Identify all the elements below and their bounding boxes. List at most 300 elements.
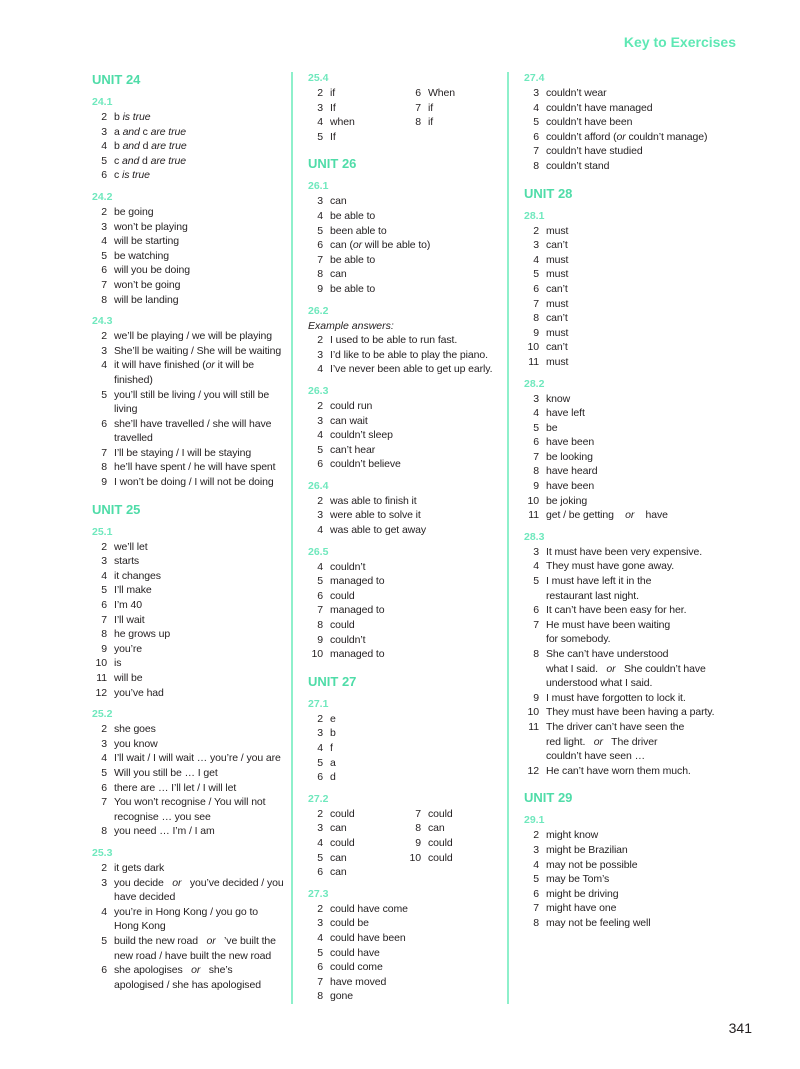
answer-text: couldn’t sleep (330, 429, 393, 442)
exercise-number: 24.2 (92, 190, 113, 203)
answer-text: gone (330, 990, 353, 1003)
answer-text: we’ll be playing / we will be playing (114, 330, 272, 343)
answer-item (524, 421, 734, 436)
answer-number: 9 (533, 326, 539, 339)
answer-item (308, 902, 504, 917)
exercise-section (308, 698, 504, 785)
answer-number: 5 (101, 584, 107, 597)
answer-item (308, 443, 504, 458)
answer-subcolumn (308, 807, 406, 880)
answer-number: 8 (533, 312, 539, 325)
answer-item (308, 130, 406, 145)
answer-text: if (428, 101, 434, 114)
answer-subcolumn (406, 86, 504, 144)
answer-text: there are … I’ll let / I will let (114, 781, 237, 794)
answer-text: you know (114, 737, 158, 750)
answer-text: must (546, 224, 569, 237)
exercise-section (92, 526, 284, 701)
answer-item (92, 249, 284, 264)
answer-item (92, 824, 284, 839)
answer-number: 3 (317, 348, 323, 361)
answer-text: must (546, 326, 569, 339)
answer-number: 3 (533, 843, 539, 856)
answer-item (308, 86, 406, 101)
answer-item (524, 574, 734, 603)
answer-item (92, 795, 284, 824)
exercise-section (92, 708, 284, 839)
answer-text: It can’t have been easy for her. (546, 604, 687, 617)
answer-item (308, 209, 504, 224)
answer-item (308, 399, 504, 414)
answer-item (524, 559, 734, 574)
answer-item (406, 807, 504, 822)
answer-text: be looking (546, 450, 593, 463)
answer-item (308, 101, 406, 116)
answer-number: 3 (101, 876, 107, 889)
answer-text: can’t hear (330, 443, 376, 456)
answer-item (524, 494, 734, 509)
answer-text: b is true (114, 111, 151, 123)
answer-text: I’ll make (114, 584, 152, 597)
answer-text: have been (546, 436, 595, 449)
exercise-section (92, 847, 284, 992)
answer-text: could have been (330, 931, 406, 944)
answer-text: been able to (330, 224, 387, 237)
answer-item (308, 414, 504, 429)
answer-text: You won’t recognise / You will not recognise … you see (114, 796, 266, 823)
answer-item (308, 931, 504, 946)
answer-item (524, 282, 734, 297)
answer-text: he grows up (114, 628, 171, 641)
answer-text: couldn’t wear (546, 87, 607, 99)
unit-title: UNIT 26 (308, 156, 357, 172)
answer-item (406, 101, 504, 116)
answer-item (92, 344, 284, 359)
answer-item (308, 523, 504, 538)
exercise-number: 25.3 (92, 846, 113, 859)
answer-text: when (330, 116, 355, 129)
answer-item (92, 446, 284, 461)
answer-number: 5 (101, 934, 107, 947)
answer-text: managed to (330, 604, 385, 617)
answer-number: 8 (101, 293, 107, 306)
answer-text: she’ll have travelled / she will have travelled (114, 417, 272, 445)
answer-number: 6 (317, 239, 323, 252)
answer-number: 9 (101, 642, 107, 655)
answer-text: can’t (546, 239, 568, 252)
answer-text: can’t (546, 282, 568, 295)
exercise-section (92, 96, 284, 183)
exercise-number: 25.4 (308, 72, 329, 84)
answer-number: 12 (527, 764, 539, 777)
exercise-number: 27.4 (524, 72, 545, 84)
answer-number: 2 (101, 540, 107, 553)
answer-number: 8 (101, 628, 107, 641)
answer-item (406, 821, 504, 836)
answer-grid (308, 807, 504, 880)
exercise-section (308, 180, 504, 296)
answer-number: 6 (533, 436, 539, 449)
answer-number: 7 (317, 253, 323, 266)
exercise-number: 26.3 (308, 384, 329, 397)
answer-number: 5 (101, 154, 107, 167)
answer-item (524, 267, 734, 282)
answer-number: 5 (317, 443, 323, 456)
unit-title: UNIT 24 (92, 72, 141, 87)
answer-number: 4 (533, 858, 539, 871)
answer-item (524, 464, 734, 479)
answer-item (92, 963, 284, 992)
answer-text: it gets dark (114, 861, 165, 874)
running-header: Key to Exercises (623, 34, 736, 50)
answer-number: 7 (415, 101, 421, 114)
answer-text: you’ll still be living / you will still be living (114, 388, 270, 416)
answer-text: could (428, 836, 453, 849)
exercise-number: 28.2 (524, 377, 545, 390)
answer-item (92, 168, 284, 183)
answer-text: could (428, 807, 453, 820)
answer-number: 6 (533, 130, 539, 143)
answer-item (308, 282, 504, 297)
answer-text: if (428, 116, 434, 129)
answer-number: 8 (533, 159, 539, 172)
answer-number: 4 (101, 569, 107, 582)
answer-item (524, 392, 734, 407)
answer-text: she goes (114, 723, 156, 736)
answer-text: build the new road or ’ve built the new road / have built the new road (114, 934, 276, 962)
unit-title: UNIT 29 (524, 790, 573, 806)
answer-text: can (or will be able to) (330, 239, 431, 252)
answer-number: 4 (533, 253, 539, 266)
answer-item (308, 946, 504, 961)
answer-number: 7 (317, 604, 323, 617)
answer-number: 7 (533, 145, 539, 158)
answer-text: can (330, 822, 347, 835)
answer-text: couldn’t (330, 560, 366, 573)
answer-text: be (546, 421, 558, 434)
answer-number: 8 (101, 461, 107, 474)
answer-subcolumn (308, 86, 406, 144)
answer-number: 9 (415, 836, 421, 849)
answer-item (92, 766, 284, 781)
exercise-number: 24.3 (92, 315, 113, 328)
answer-text: can (330, 268, 347, 281)
answer-number: 6 (533, 604, 539, 617)
exercise-section (524, 210, 734, 370)
answer-number: 2 (101, 111, 107, 123)
answer-text: d (330, 771, 336, 784)
answer-item (308, 115, 406, 130)
answer-text: must (546, 355, 569, 368)
answer-number: 7 (533, 618, 539, 631)
answer-item (406, 86, 504, 101)
answer-item (524, 144, 734, 159)
answer-number: 7 (101, 796, 107, 809)
answer-item (308, 508, 504, 523)
answer-item (92, 905, 284, 934)
answer-number: 5 (101, 766, 107, 779)
answer-item (406, 836, 504, 851)
answer-item (92, 329, 284, 344)
answer-number: 3 (101, 125, 107, 138)
answer-number: 12 (95, 686, 107, 699)
answer-item (308, 975, 504, 990)
answer-text: you decide or you’ve decided / you have decided (114, 876, 284, 904)
answer-text: I’ll be staying / I will be staying (114, 446, 252, 459)
answer-text: must (546, 253, 569, 266)
answer-item (92, 934, 284, 963)
answer-item (308, 362, 504, 377)
answer-text: be going (114, 205, 154, 218)
answer-item (524, 238, 734, 253)
exercise-section (524, 814, 734, 930)
answer-number: 4 (317, 429, 323, 442)
answer-item (92, 110, 284, 125)
answer-text: she apologises or she’s apologised / she has apologised (114, 964, 261, 991)
answer-text: He must have been waiting for somebody. (546, 618, 671, 646)
answer-text: They must have been having a party. (546, 706, 715, 719)
exercise-section (92, 315, 284, 490)
answer-text: will be (114, 672, 143, 684)
answer-number: 3 (533, 392, 539, 405)
answer-number: 5 (533, 873, 539, 886)
answer-item (524, 297, 734, 312)
answer-item (524, 843, 734, 858)
answer-number: 9 (533, 691, 539, 704)
answer-text: It must have been very expensive. (546, 545, 703, 558)
answer-text: could (330, 619, 355, 632)
answer-item (308, 267, 504, 282)
answer-number: 3 (533, 545, 539, 558)
answer-number: 2 (533, 224, 539, 237)
answer-number: 9 (533, 480, 539, 493)
answer-text: couldn’t have studied (546, 145, 643, 158)
answer-number: 2 (317, 902, 323, 915)
answer-number: 6 (533, 887, 539, 900)
answer-item (524, 828, 734, 843)
answer-text: be joking (546, 494, 588, 507)
answer-number: 11 (96, 672, 107, 684)
answer-text: you’ve had (114, 686, 164, 699)
answer-text: b and d are true (114, 140, 187, 153)
answer-item (524, 901, 734, 916)
answer-item (92, 627, 284, 642)
column-divider (291, 72, 293, 1004)
answer-number: 3 (317, 509, 323, 522)
answer-item (92, 205, 284, 220)
exercise-section (308, 72, 504, 144)
answer-item (308, 253, 504, 268)
answer-item (524, 101, 734, 116)
answer-number: 10 (311, 648, 323, 661)
answer-number: 11 (528, 509, 539, 522)
answer-text: c is true (114, 169, 150, 182)
answer-item (308, 238, 504, 253)
answer-item (92, 781, 284, 796)
exercise-number: 27.3 (308, 887, 329, 900)
answer-text: The driver can’t have seen the red light. or The driver couldn’t have seen … (546, 720, 685, 763)
answer-text: She’ll be waiting / She will be waiting (114, 344, 282, 357)
answer-number: 4 (533, 560, 539, 573)
answer-item (308, 770, 504, 785)
answer-item (308, 960, 504, 975)
answer-item (308, 589, 504, 604)
unit-title: UNIT 28 (524, 185, 573, 201)
answer-number: 3 (101, 737, 107, 750)
answer-number: 6 (101, 264, 107, 277)
answer-number: 2 (317, 807, 323, 820)
answer-item (524, 450, 734, 465)
answer-number: 8 (415, 822, 421, 835)
answer-text: couldn’t believe (330, 458, 401, 471)
exercise-number: 26.2 (308, 304, 329, 317)
column-3 (524, 72, 734, 931)
answer-number: 11 (528, 355, 539, 368)
answer-item (524, 253, 734, 268)
answer-item (92, 220, 284, 235)
answer-item (92, 642, 284, 657)
exercise-section (524, 72, 734, 174)
exercise-number: 26.1 (308, 180, 329, 193)
answer-text: will be landing (114, 293, 179, 306)
answer-item (92, 554, 284, 569)
answer-text: you need … I’m / I am (114, 825, 215, 838)
answer-text: we’ll let (114, 540, 148, 553)
exercise-number: 28.3 (524, 530, 545, 543)
answer-number: 10 (527, 706, 539, 719)
exercise-number: 28.1 (524, 209, 545, 222)
answer-item (524, 355, 734, 370)
answer-number: 3 (317, 727, 323, 740)
answer-text: I’ve never been able to get up early. (330, 363, 493, 376)
answer-text: might be Brazilian (546, 843, 628, 856)
answer-text: were able to solve it (330, 509, 421, 522)
answer-number: 6 (317, 589, 323, 602)
answer-text: I must have left it in the restaurant last night. (546, 575, 652, 602)
answer-number: 8 (533, 648, 539, 660)
answer-item (92, 569, 284, 584)
answer-number: 6 (533, 282, 539, 295)
answer-number: 2 (101, 205, 107, 218)
answer-number: 4 (101, 140, 107, 153)
exercise-section (308, 546, 504, 662)
answer-item (524, 130, 734, 145)
answer-number: 5 (317, 130, 323, 143)
answer-item (92, 388, 284, 417)
answer-item (92, 613, 284, 628)
answer-item (92, 278, 284, 293)
answer-item (524, 916, 734, 931)
answer-text: I won’t be doing / I will not be doing (114, 476, 274, 489)
answer-text: might be driving (546, 887, 619, 900)
answer-number: 7 (101, 278, 107, 291)
answer-number: 5 (101, 388, 107, 401)
answer-item (308, 821, 406, 836)
answer-item (92, 540, 284, 555)
answer-number: 7 (533, 902, 539, 915)
answer-item (308, 836, 406, 851)
answer-number: 6 (101, 964, 107, 977)
answer-number: 6 (317, 771, 323, 784)
answer-item (308, 428, 504, 443)
answer-number: 2 (101, 861, 107, 874)
answer-item (92, 751, 284, 766)
answer-number: 5 (317, 575, 323, 588)
answer-item (308, 851, 406, 866)
answer-text: c and d are true (114, 154, 186, 167)
answer-text: They must have gone away. (546, 560, 675, 573)
answer-text: I’d like to be able to play the piano. (330, 348, 488, 361)
answer-text: may be Tom’s (546, 873, 610, 886)
answer-text: I’m 40 (114, 599, 142, 612)
answer-number: 7 (101, 613, 107, 626)
answer-text: managed to (330, 575, 385, 588)
answer-number: 3 (101, 344, 107, 357)
answer-text: can (330, 195, 347, 208)
unit-title: UNIT 25 (92, 501, 141, 517)
answer-item (92, 671, 284, 686)
answer-text: Will you still be … I get (114, 766, 218, 779)
answer-number: 4 (101, 359, 107, 372)
answer-number: 4 (317, 524, 323, 537)
answer-number: 5 (533, 268, 539, 281)
answer-item (524, 764, 734, 779)
answer-item (92, 722, 284, 737)
answer-item (308, 560, 504, 575)
answer-item (92, 598, 284, 613)
answer-number: 11 (528, 720, 539, 733)
answer-item (92, 737, 284, 752)
answer-text: be able to (330, 209, 376, 222)
exercise-section (308, 385, 504, 472)
answer-item (308, 603, 504, 618)
answer-number: 8 (533, 916, 539, 929)
answer-text: I’ll wait / I will wait … you’re / you are (114, 752, 281, 765)
answer-text: be able to (330, 253, 376, 266)
answer-number: 4 (317, 836, 323, 849)
answer-number: 10 (527, 341, 539, 354)
answer-text: won’t be playing (114, 220, 188, 233)
answer-item (406, 851, 504, 866)
answer-item (308, 865, 406, 880)
answer-number: 7 (533, 297, 539, 310)
answer-text: could have (330, 946, 380, 959)
answer-text: couldn’t have managed (546, 101, 653, 114)
answer-text: could run (330, 399, 373, 412)
answer-number: 9 (317, 633, 323, 646)
answer-text: it will have finished (or it will be finished) (114, 359, 254, 386)
answer-item (524, 326, 734, 341)
page-number: 341 (728, 1020, 752, 1036)
answer-text: be watching (114, 249, 169, 262)
answer-text: if (330, 87, 336, 99)
answer-text: could (330, 589, 355, 602)
answer-text: it changes (114, 569, 161, 582)
answer-text: may not be feeling well (546, 916, 651, 929)
answer-text: was able to finish it (330, 494, 417, 507)
answer-number: 4 (317, 116, 323, 129)
answer-number: 8 (101, 825, 107, 838)
answer-item (92, 417, 284, 446)
answer-text: could have come (330, 902, 408, 915)
answer-text: He can’t have worn them much. (546, 764, 691, 777)
answer-number: 3 (317, 195, 323, 208)
answer-number: 10 (95, 657, 107, 670)
answer-number: 2 (101, 330, 107, 343)
answer-text: know (546, 392, 571, 405)
answer-grid (308, 86, 504, 144)
answer-text: must (546, 268, 569, 281)
